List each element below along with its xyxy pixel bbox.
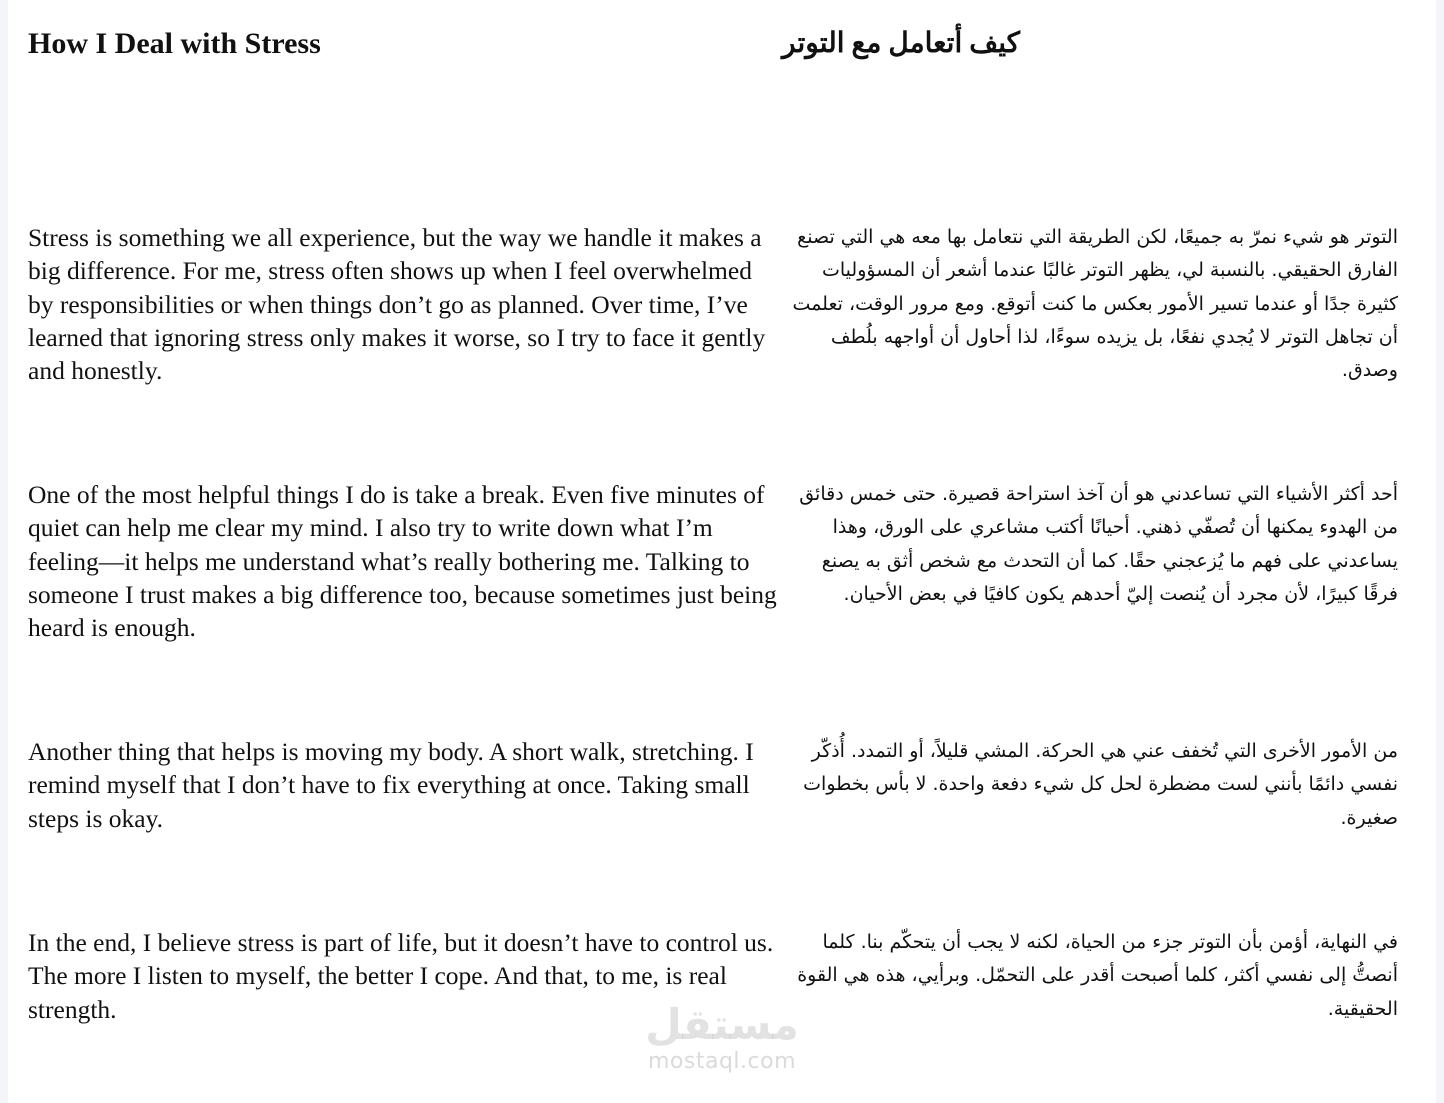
title-arabic: كيف أتعامل مع التوتر — [782, 28, 1020, 59]
paragraph-3-english: Another thing that helps is moving my body. A short walk, stretching. I remind myself that I don’t have to fix everything at once. Taking small steps is okay. — [28, 737, 754, 833]
page-edge-left — [0, 0, 8, 1103]
paragraph-1-arabic: التوتر هو شيء نمرّ به جميعًا، لكن الطريقة التي نتعامل بها معه هي التي تصنع الفارق الحقيقي. بالنسبة لي، يظهر التوتر غالبًا عندما أشعر أن المسؤوليات كثيرة جدًا أو عندما تسير الأمور بعكس ما كنت أتوقع. ومع مرور الوقت، تعلمت أن تجاهل التوتر لا يُجدي نفعًا، بل يزيده سوءًا، لذا أحاول أن أواجهه بلُطف وصدق. — [792, 226, 1398, 382]
watermark-logo: مستقل — [645, 1000, 799, 1049]
paragraph-4-arabic: في النهاية، أؤمن بأن التوتر جزء من الحياة، لكنه لا يجب أن يتحكّم بنا. كلما أنصتُّ إلى نفسي أكثر، كلما أصبحت أقدر على التحمّل. وبرأيي، هذه هي القوة الحقيقية. — [797, 931, 1398, 1020]
paragraph-4-english: In the end, I believe stress is part of life, but it doesn’t have to control us. The more I listen to myself, the better I cope. And that, to me, is real strength. — [28, 928, 774, 1024]
watermark-url: mostaql.com — [647, 1049, 797, 1074]
paragraph-3-arabic: من الأمور الأخرى التي تُخفف عني هي الحركة. المشي قليلاً، أو التمدد. أُذكّر نفسي دائمًا بأنني لست مضطرة لحل كل شيء دفعة واحدة. لا بأس بخطوات صغيرة. — [803, 740, 1398, 829]
title-english: How I Deal with Stress — [28, 27, 321, 60]
page-edge-right — [1436, 0, 1444, 1103]
paragraph-2-english: One of the most helpful things I do is take a break. Even five minutes of quiet can help me clear my mind. I also try to write down what I’m feeling—it helps me understand what’s really bothering me. Talking to someone I trust makes a big difference too, because sometimes just being heard is enough. — [28, 480, 777, 643]
paragraph-2-arabic: أحد أكثر الأشياء التي تساعدني هو أن آخذ استراحة قصيرة. حتى خمس دقائق من الهدوء يمكنها أن تُصفّي ذهني. أحيانًا أكتب مشاعري على الورق، وهذا يساعدني على فهم ما يُزعجني حقًا. كما أن التحدث مع شخص أثق به يصنع فرقًا كبيرًا، لأن مجرد أن يُنصت إليّ أحدهم يكون كافيًا في بعض الأحيان. — [799, 483, 1398, 605]
paragraph-1-english: Stress is something we all experience, but the way we handle it makes a big difference. For me, stress often shows up when I feel overwhelmed by responsibilities or when things don’t go as planned. Over time, I’ve learned that ignoring stress only makes it worse, so I try to face it gently and honestly. — [28, 223, 766, 386]
